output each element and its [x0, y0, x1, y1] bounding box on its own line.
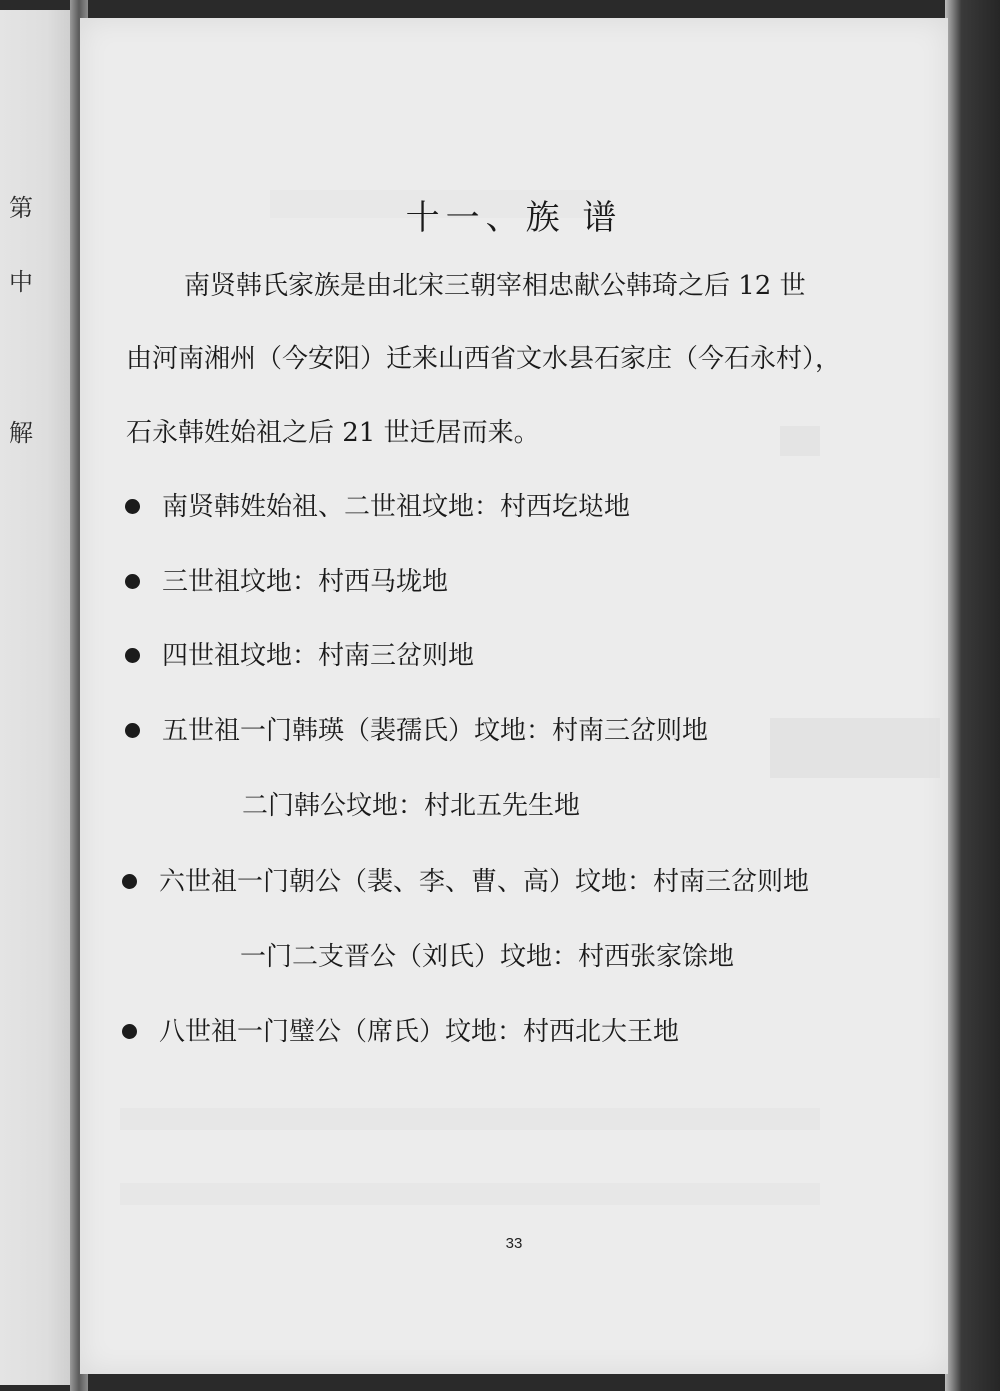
- bullet-icon: [122, 1024, 137, 1039]
- intro-line: 由河南湘州（今安阳）迁来山西省文水县石家庄（今石永村），: [126, 344, 842, 374]
- intro-line: 南贤韩氏家族是由北宋三朝宰相忠献公韩琦之后 12 世: [184, 271, 806, 301]
- previous-page-char: 第: [9, 194, 33, 222]
- bleed-through-mark: [770, 718, 940, 778]
- burial-entry: 二门韩公坟地：村北五先生地: [242, 791, 581, 821]
- burial-entry: 六世祖一门朝公（裴、李、曹、高）坟地：村南三岔则地: [159, 867, 810, 897]
- bullet-icon: [125, 499, 140, 514]
- burial-entry: 五世祖一门韩瑛（裴孺氏）坟地：村南三岔则地: [162, 716, 709, 746]
- burial-entry: 南贤韩姓始祖、二世祖坟地：村西圪垯地: [162, 492, 631, 522]
- intro-line: 石永韩姓始祖之后 21 世迁居而来。: [126, 418, 540, 448]
- bullet-icon: [122, 874, 137, 889]
- bleed-through-mark: [120, 1183, 820, 1205]
- bleed-through-mark: [120, 1108, 820, 1130]
- burial-entry: 一门二支晋公（刘氏）坟地：村西张家馀地: [240, 942, 735, 972]
- previous-page-edge: [0, 10, 78, 1385]
- previous-page-char: 解: [9, 419, 33, 447]
- previous-page-char: 中: [9, 268, 33, 296]
- page-stack-edge: [945, 0, 1000, 1391]
- bullet-icon: [125, 574, 140, 589]
- page-number: 33: [505, 1235, 523, 1252]
- document-page: [80, 18, 948, 1374]
- bullet-icon: [125, 648, 140, 663]
- burial-entry: 三世祖坟地：村西马垅地: [162, 567, 449, 597]
- burial-entry: 四世祖坟地：村南三岔则地: [162, 641, 475, 671]
- section-title: 十一、族 谱: [405, 198, 623, 238]
- burial-entry: 八世祖一门璧公（席氏）坟地：村西北大王地: [159, 1017, 680, 1047]
- bullet-icon: [125, 723, 140, 738]
